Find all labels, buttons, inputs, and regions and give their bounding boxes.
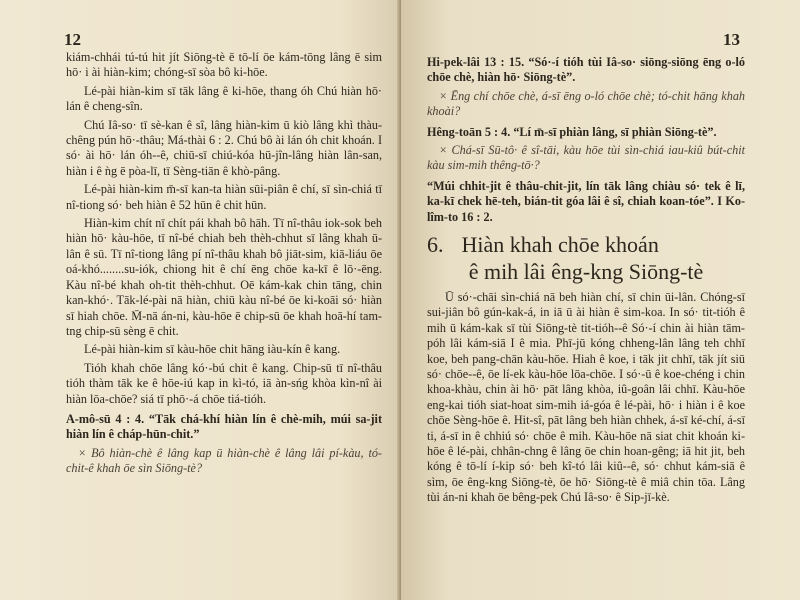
scripture-quote [427,55,745,86]
chapter-title-line-1: Hiàn khah chōe khoán [461,232,659,258]
verse-text: “Só·-í tióh tùi Iâ-so· siōng-siōng ēng o-ló chōe chè, hiàn hō· Siōng-tè”. [427,55,746,85]
study-question: × Bô hiàn-chè ê lâng kap ū hiàn-chè ê lâng lâi pí-kàu, tó-chit-ê khah ōe sìn Siōng-tè? [66,445,382,476]
paragraph: Chú Iâ-so· tī sè-kan ê sî, lâng hiàn-kim ū kiò lâng khì thàu-chêng pún hō·-thâu; Má-thài 6 : 2. Chú bô ài lán óh chit khoán. I só· ài hō· lán óh--ê, chiū-sī chiú-kóa hū-jîn-lâng hiàn lân-san, hiàn i ê ǹg ē pòa-lī, tī Sèng-tiān ê khò-pâng. [66,117,382,178]
right-text-column [427,50,745,509]
chapter-title-line-2: ê mih lâi êng-kng Siōng-tè [468,259,704,285]
verse-reference: Hi-pek-lâi 13 : 15. [427,55,525,69]
paragraph: kiám-chhái tú-tú hit jít Siōng-tè ē tō-lí ōe kám-tōng lâng ē sim hō· i ài hiàn-kim; chóng-sī sòa bô ki-hōe. [66,50,382,80]
verse-text: “Múi chhit-jit ê thâu-chit-jit, lín tāk lâng chiàu só· tek ê lī, ka-kī chek hē-teh, bián-tit góa lâi ê sî, chiah koan-tóe”. [427,178,745,209]
verse-reference: I Ko-lîm-to 16 : 2. [427,194,746,224]
verse-text: “Lí m̄-sī phiàn lâng, sī phiàn Siōng-tè”. [513,124,717,139]
verse-text: “Tāk chá-khí hiàn lín ê chè-mih, múi sa-jit hiàn lín ê cháp-hūn-chit.” [66,411,382,442]
page-number: 12 [64,30,81,49]
paragraph: Ū só·-chāi sìn-chiá nā beh hiàn chí, sī chin ūi-lân. Chóng-sī sui-jiân bô gún-kak-á, in iā ū ài hiàn ê sim-koa. In só· tit-tióh ê mih ū kám-kak sī tùi Siōng-tè tit-tióh--ê Só·-í chin ài hiàn tām-póh lâi kám-siā I ê mia. Phī-jū kóng chheng-lân lâng teh chhī koe, beh pang-chān kàu-hōe. Hiah ê koe, i tāk jit chhī, tāk jít siū só· chōe--ê, ōe lí-ek kàu-hōe lōa-chōe. I só·-ū ê koe-chéng i chin khoa-khàu, chin ài hō· pāt lâng khòa, iû-goân lâi chhī. Kàu-hōe eng-kai tióh siat-hoat sim-mih iá-góa ê lé-pài, hō· i hiàn i ê koe chōe Sèng-hōe ê. Hit-sî, pāt lâng beh hiàn chhek, á-sī ké-chí, á-sī ti, á-sī in ê chhiú só· chōe ê mih. Kàu-hōe nā siat chit khoán ki-hōe ê lé-pài, chhân-chng ê lâng ōe chin hoan-gêng; iā hit jit, beh kóng ê tō-lí í-kip só· beh kî-tó lâi kiû--ê, só· chhut kám-siā ê sìm, ōe êng-kng Siōng-tè, ōe hō· Siōng-tè ê miâ chin tōa. Lâng tùi án-ni khah ōe bêng-pek Chú Iâ-so· ê Sip-jī-kè. [427,289,745,505]
paragraph: Tióh khah chōe lâng kó·-bú chit ê kang. Chip-sū tī nî-thâu tióh thàm tāk ke ê hōe-iú kap in kì-tó, iā àn-sńg khòa kìn-nî ài hiàn lōa-chōe? siá tī phō·-á chōe tiá-tióh. [66,360,382,406]
chapter-number: 6. [427,232,444,258]
left-text-column [66,50,382,481]
scripture-quote [427,125,745,140]
paragraph: Lé-pài hiàn-kim sī kàu-hōe chit hāng iàu-kín ê kang. [84,342,341,357]
paragraph: Hiàn-kim chít nī chít pái khah bô hāh. Tī nî-thâu iok-sok beh hiàn hō· kàu-hōe, tī nî-bé chiah beh thèh-chhut sī lâng khah ū-lân ê sū. Tī nî-tiong lâng pí nî-thâu khah bô jiāt-sim, kiā-liáu ōe oá-khó........su-iók, chiong hit ê chí ēng chōe ka-kī ê lō·-ēng. Kàu nî-bé khah oh-tit thèh-chhut. Oē kám-kak chin tāng, chin kan-khó·. Tāk-lé-pài nā hiàn, chiū kàu nî-bé ōe ki-koāi só· hiàn sī hiah chōe. M̄-nā án-ni, kàu-hōe ē chip-sū ōe khah hoā-hí tam-tng chip-sū sèng ē chit. [66,216,382,338]
scripture-quote [66,412,382,443]
scripture-quote [427,179,745,225]
verse-reference: A-mô-sū 4 : 4. [66,411,145,426]
paragraph: Lé-pài hiàn-kim sī tāk lâng ê ki-hōe, thang óh Chú hiàn hō· lán ê cheng-sîn. [66,83,382,114]
paragraph: Lé-pài hiàn-kim m̄-sī kan-ta hiàn sūi-piân ê chí, sī sìn-chiá tī nî-tiong só· beh hiàn ê 52 hūn ê chit hūn. [66,182,382,212]
study-question: × Chá-sī Sū-tô· ê sî-tāi, kàu hōe tùi sìn-chiá iau-kiû bút-chit kàu sim-mih thêng-tō·? [427,143,745,173]
chapter-heading [427,232,745,285]
page-number: 13 [723,30,740,49]
verse-reference: Hêng-toān 5 : 4. [427,124,511,139]
study-question: × Ēng chí chōe chè, á-sī ēng o-ló chōe chè; tó-chit hāng khah khoài? [427,88,745,119]
right-page [401,0,800,600]
